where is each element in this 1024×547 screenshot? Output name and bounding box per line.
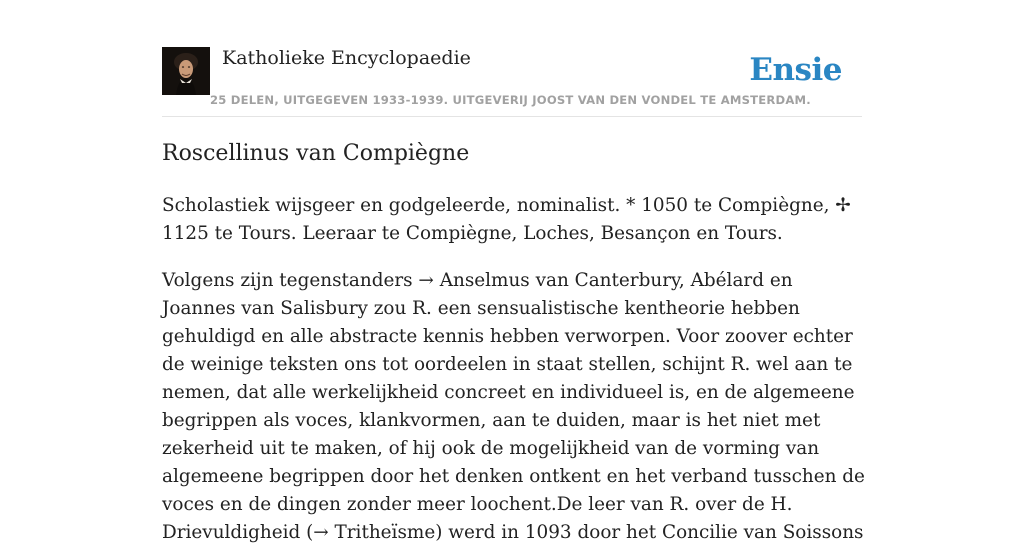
article <box>162 138 866 547</box>
source-header <box>162 46 862 117</box>
source-title[interactable]: Katholieke Encyclopaedie <box>222 47 471 69</box>
source-avatar[interactable] <box>162 47 210 95</box>
article-paragraph: Volgens zijn tegenstanders → Anselmus van Canterbury, Abélard en Joannes van Salisbury zou R. een sensualistische kentheorie hebben gehuldigd en alle abstracte kennis hebben verworpen. Voor zoover echter de weinige teksten ons tot oordeelen in staat stellen, schijnt R. wel aan te nemen, dat alle werkelijkheid concreet en individueel is, en de algemeene begrippen als voces, klankvormen, aan te duiden, maar is het niet met zekerheid uit te maken, of hij ook de mogelijkheid van de vorming van algemeene begrippen door het denken ontkent en het verband tusschen de voces en de dingen zonder meer loochent.De leer van R. over de H. Drievuldigheid (→ Tritheïsme) werd in 1093 door het Concilie van Soissons <box>162 270 865 543</box>
article-paragraph: Scholastiek wijsgeer en godgeleerde, nominalist. * 1050 te Compiègne, ✢ 1125 te Tours. Leeraar te Compiègne, Loches, Besançon en Tours. <box>162 195 851 244</box>
brand-logo[interactable]: Ensie <box>749 52 842 88</box>
source-subtitle: 25 DELEN, UITGEGEVEN 1933-1939. UITGEVERIJ JOOST VAN DEN VONDEL TE AMSTERDAM. <box>210 93 811 107</box>
portrait-avatar-icon <box>162 47 210 95</box>
article-title: Roscellinus van Compiègne <box>162 141 470 166</box>
